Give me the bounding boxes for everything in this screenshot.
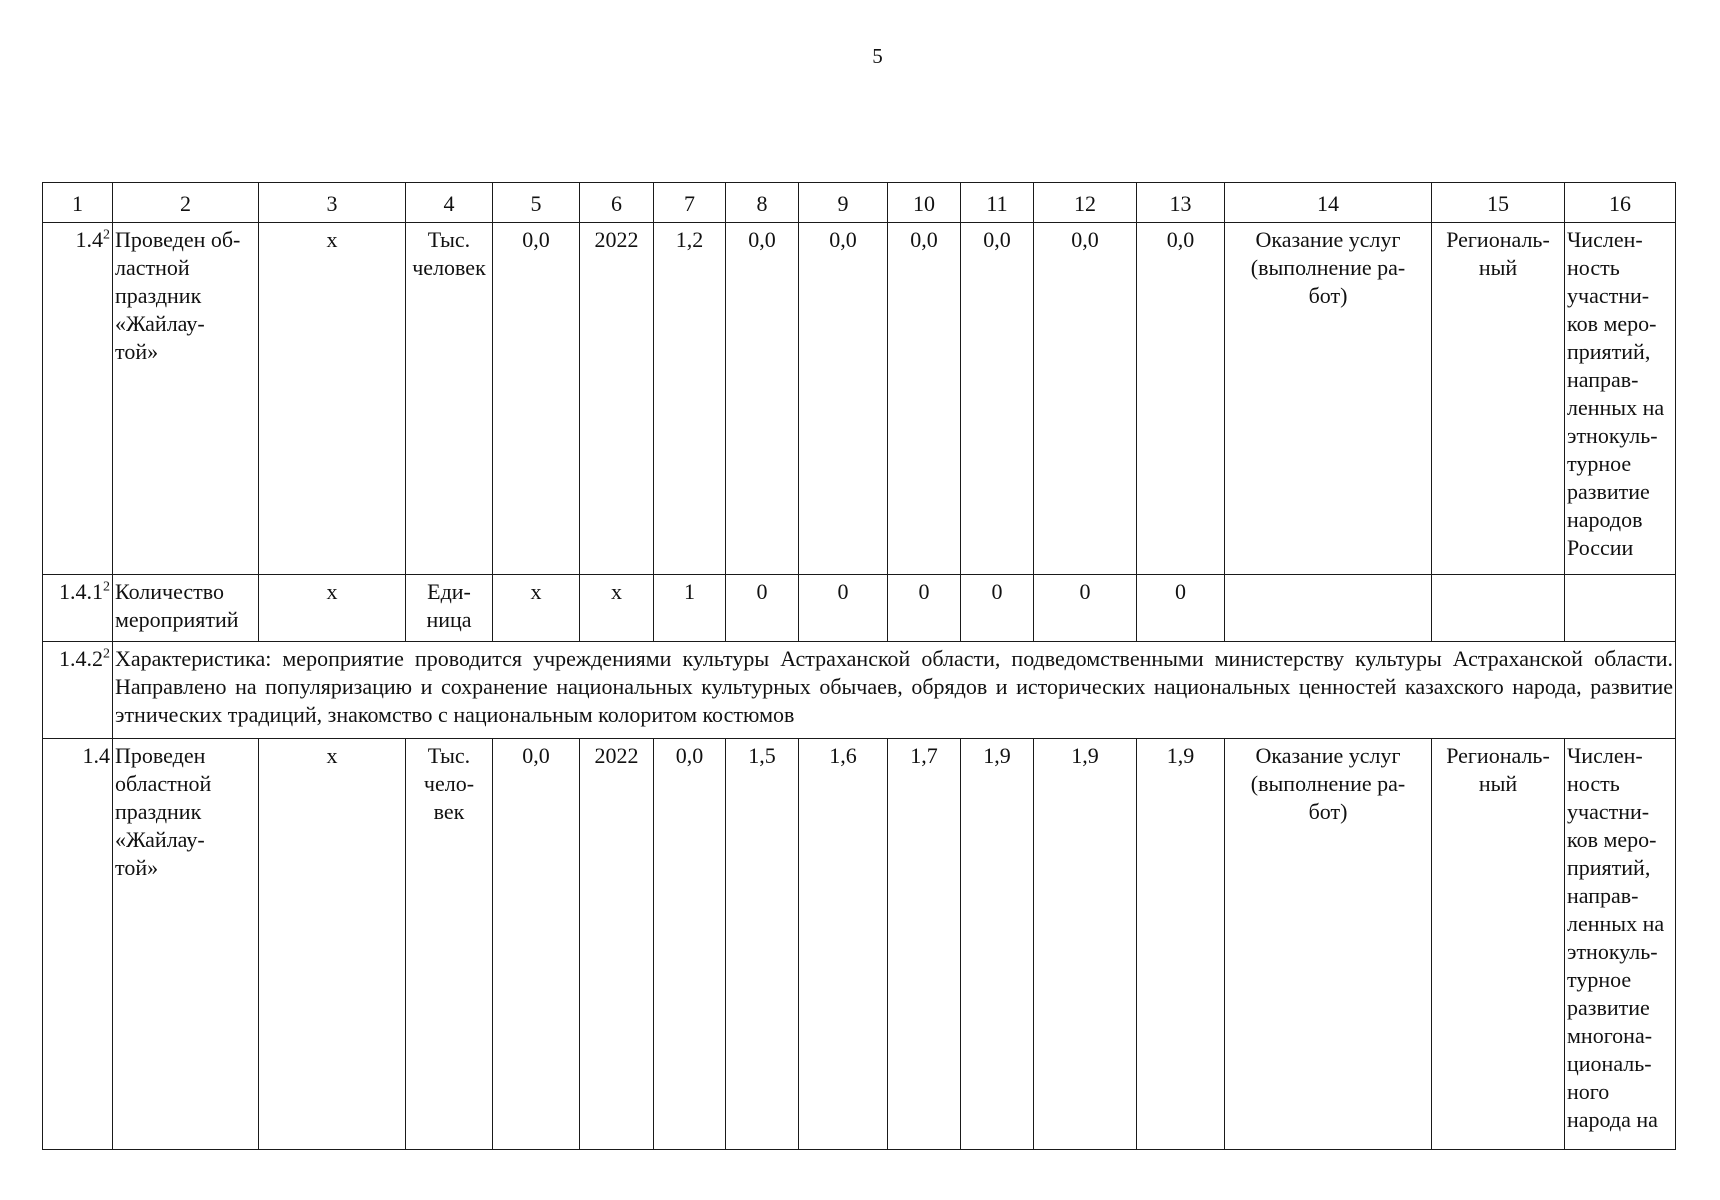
row-code [43,575,113,642]
level-cell [1432,575,1565,642]
header-cell: 3 [259,183,406,223]
page-number: 5 [872,44,883,68]
row-code-text: 1.4.1 [59,579,103,604]
table-cell: 0 [799,575,888,642]
header-cell: 15 [1432,183,1565,223]
event-type-cell [1225,575,1432,642]
table-cell: 1,6 [799,739,888,1150]
table-cell: 0 [888,575,961,642]
event-type-cell: Оказание услуг (выполнение ра- бот) [1225,223,1432,575]
level-cell: Региональ- ный [1432,223,1565,575]
table-cell: х [259,739,406,1150]
header-cell: 2 [113,183,259,223]
row-code-superscript: 2 [103,646,110,662]
unit-cell: Тыс. человек [406,223,493,575]
table-cell: 0,0 [493,739,580,1150]
table-row [43,642,1676,739]
header-cell: 12 [1034,183,1137,223]
characteristic-text: Характеристика: мероприятие проводится учреждениями культуры Астраханской области, подведомственными министерству культуры Астраханской области. Направлено на популяризацию и сохранение национальных культурных обычаев, обрядов и исторических национальных ценностей казахского народа, развитие этнических традиций, знакомство с национальным колоритом костюмов [113,642,1676,739]
table-cell: 0,0 [493,223,580,575]
table-cell: 1,7 [888,739,961,1150]
row-code-superscript: 2 [103,579,110,595]
row-code [43,223,113,575]
table-cell: 0 [1034,575,1137,642]
table-cell: 1,9 [961,739,1034,1150]
header-cell: 16 [1565,183,1676,223]
header-cell: 8 [726,183,799,223]
level-cell: Региональ- ный [1432,739,1565,1150]
base-year-cell: х [580,575,654,642]
base-year-cell: 2022 [580,223,654,575]
table-cell: 1,9 [1137,739,1225,1150]
header-cell: 9 [799,183,888,223]
header-cell: 10 [888,183,961,223]
indicator-cell: Числен- ность участни- ков меро- приятий, направ- ленных на этнокуль- турное развитие народов России [1565,223,1676,575]
base-year-cell: 2022 [580,739,654,1150]
header-cell: 13 [1137,183,1225,223]
table-cell: 1,5 [726,739,799,1150]
header-cell: 4 [406,183,493,223]
table-cell: 1 [654,575,726,642]
table-cell: 0,0 [961,223,1034,575]
table-cell: 0,0 [654,739,726,1150]
event-name: Проведен областной праздник «Жайлау- той» [113,739,259,1150]
table-cell: 0,0 [1137,223,1225,575]
table-cell: 0,0 [726,223,799,575]
unit-cell: Тыс. чело- век [406,739,493,1150]
indicator-cell: Числен- ность участни- ков меро- приятий, направ- ленных на этнокуль- турное развитие многона- циональ- ного народа на [1565,739,1676,1150]
row-code: 1.4 [43,739,113,1150]
row-code-superscript: 2 [103,227,110,243]
table-cell: х [259,223,406,575]
table-cell: 0,0 [888,223,961,575]
table-cell: 0 [961,575,1034,642]
header-cell: 5 [493,183,580,223]
header-cell: 14 [1225,183,1432,223]
unit-cell: Еди- ница [406,575,493,642]
event-type-cell: Оказание услуг (выполнение ра- бот) [1225,739,1432,1150]
table-cell: 0 [726,575,799,642]
table-cell: х [493,575,580,642]
row-code [43,642,113,739]
table-row [43,739,1676,1150]
indicator-cell [1565,575,1676,642]
header-cell: 6 [580,183,654,223]
table-cell: 0,0 [1034,223,1137,575]
event-name: Количество мероприятий [113,575,259,642]
table-row [43,575,1676,642]
indicators-table [42,182,1676,1150]
table-row [43,223,1676,575]
header-cell: 7 [654,183,726,223]
row-code-text: 1.4.2 [59,646,103,671]
table-cell: х [259,575,406,642]
event-name: Проведен об- ластной праздник «Жайлау- той» [113,223,259,575]
header-cell: 1 [43,183,113,223]
row-code-text: 1.4 [75,227,103,252]
table-cell: 0,0 [799,223,888,575]
header-cell: 11 [961,183,1034,223]
table-cell: 1,9 [1034,739,1137,1150]
table-cell: 1,2 [654,223,726,575]
table-cell: 0 [1137,575,1225,642]
header-row [43,183,1676,223]
